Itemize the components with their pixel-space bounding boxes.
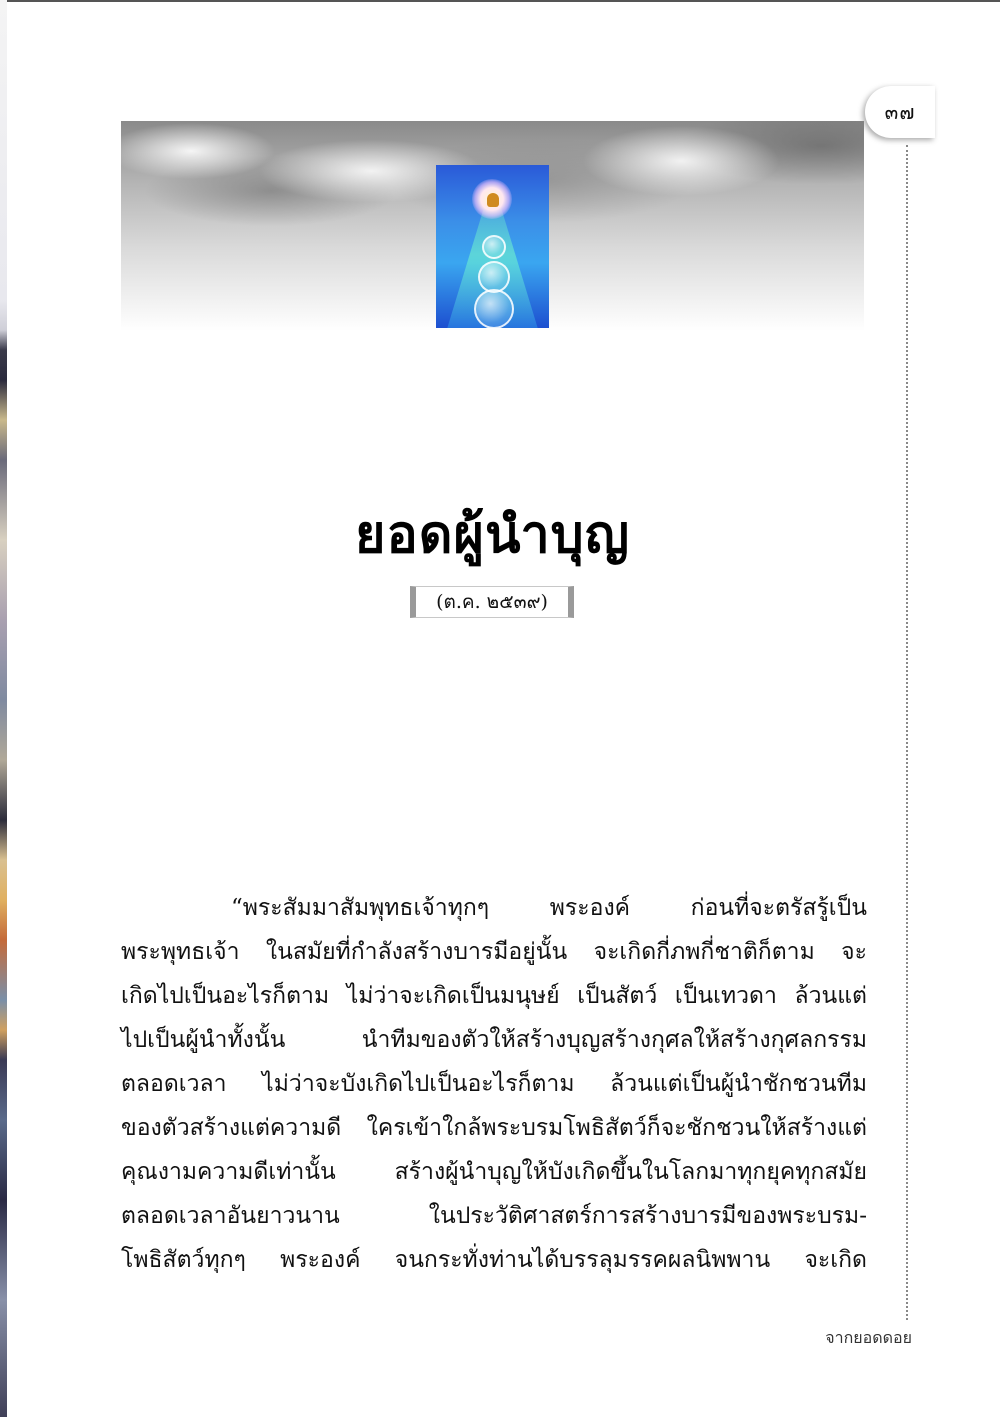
body-line: คุณงามความดีเท่านั้น สร้างผู้นำบุญให้บังเกิดขึ้นในโลกมาทุกยุคทุกสมัย [121, 1159, 867, 1185]
light-orb [474, 289, 514, 328]
body-line: “พระสัมมาสัมพุทธเจ้าทุกๆ พระองค์ ก่อนที่จะตรัสรู้เป็น [231, 895, 867, 921]
page-number: ๓๗ [884, 100, 916, 124]
body-paragraph [121, 886, 867, 1282]
body-line: โพธิสัตว์ทุกๆ พระองค์ จนกระทั่งท่านได้บรรลุมรรคผลนิพพาน จะเกิด [121, 1247, 867, 1273]
chapter-title: ยอดผู้นำบุญ [355, 504, 630, 565]
body-line: พระพุทธเจ้า ในสมัยที่กำลังสร้างบารมีอยู่นั้น จะเกิดกี่ภพกี่ชาติก็ตาม จะ [121, 939, 867, 965]
adjacent-page-edge [0, 0, 7, 1417]
date-label: (ต.ค. ๒๕๓๙) [410, 586, 574, 618]
footer-book-title: จากยอดดอย [825, 1328, 912, 1347]
meditation-light-icon [436, 165, 549, 328]
body-line: ของตัวสร้างแต่ความดี ใครเข้าใกล้พระบรมโพธิสัตว์ก็จะชักชวนให้สร้างแต่ [121, 1115, 867, 1141]
top-border [0, 0, 1000, 2]
dotted-margin-rule [906, 145, 908, 1320]
page-number-tab [865, 86, 935, 138]
light-orb [482, 235, 506, 259]
meditating-figure [487, 193, 499, 207]
body-line: ตลอดเวลาอันยาวนาน ในประวัติศาสตร์การสร้างบารมีของพระบรม- [121, 1203, 867, 1229]
body-line: ตลอดเวลา ไม่ว่าจะบังเกิดไปเป็นอะไรก็ตาม ล้วนแต่เป็นผู้นำชักชวนทีม [121, 1071, 867, 1097]
body-line: เกิดไปเป็นอะไรก็ตาม ไม่ว่าจะเกิดเป็นมนุษย์ เป็นสัตว์ เป็นเทวดา ล้วนแต่ [121, 983, 867, 1009]
body-line: ไปเป็นผู้นำทั้งนั้น นำทีมของตัวให้สร้างบุญสร้างกุศลให้สร้างกุศลกรรม [121, 1027, 867, 1053]
